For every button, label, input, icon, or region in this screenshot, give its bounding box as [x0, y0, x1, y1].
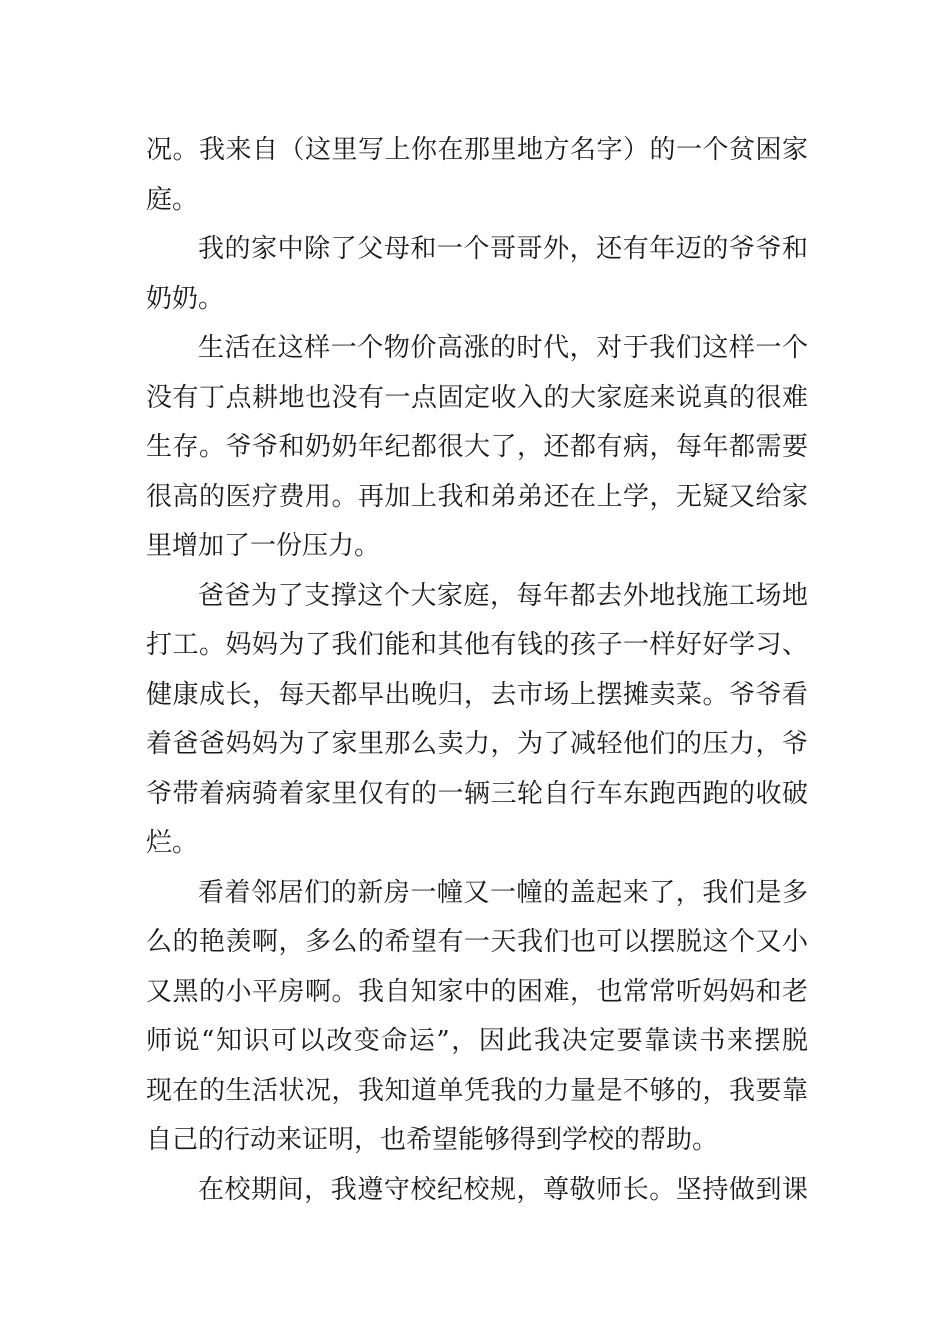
text-line: 着爸爸妈妈为了家里那么卖力，为了减轻他们的压力，爷 [146, 729, 808, 759]
text-line: 没有丁点耕地也没有一点固定收入的大家庭来说真的很难 [146, 382, 808, 413]
text-line: 又黑的小平房啊。我自知家中的困难，也常常听妈妈和老 [146, 976, 808, 1007]
text-line: 爷带着病骑着家里仅有的一辆三轮自行车东跑西跑的收破 [146, 778, 808, 809]
text-line: 况。我来自（这里写上你在那里地方名字）的一个贫困家 [146, 135, 808, 165]
text-line: 现在的生活状况，我知道单凭我的力量是不够的，我要靠 [146, 1075, 808, 1106]
text-line: 在校期间，我遵守校纪校规，尊敬师长。坚持做到课 [198, 1174, 808, 1205]
text-line: 看着邻居们的新房一幢又一幢的盖起来了，我们是多 [198, 877, 808, 908]
text-line: 很高的医疗费用。再加上我和弟弟还在上学，无疑又给家 [146, 481, 808, 512]
text-line: 爸爸为了支撑这个大家庭，每年都去外地找施工场地 [198, 580, 808, 611]
text-line: 自己的行动来证明，也希望能够得到学校的帮助。 [146, 1125, 719, 1155]
text-line: 打工。妈妈为了我们能和其他有钱的孩子一样好好学习、 [146, 630, 808, 660]
text-line: 健康成长，每天都早出晚归，去市场上摆摊卖菜。爷爷看 [146, 679, 808, 710]
text-line: 奶奶。 [146, 283, 225, 314]
text-line: 庭。 [146, 184, 199, 215]
text-line: 里增加了一份压力。 [146, 531, 381, 561]
text-line: 烂。 [146, 828, 199, 858]
document-body [146, 126, 808, 1215]
text-line: 么的艳羡啊，多么的希望有一天我们也可以摆脱这个又小 [146, 927, 808, 957]
text-line: 师说“知识可以改变命运”，因此我决定要靠读书来摆脱 [146, 1026, 808, 1056]
text-line: 生存。爷爷和奶奶年纪都很大了，还都有病，每年都需要 [146, 432, 808, 462]
text-line: 生活在这样一个物价高涨的时代，对于我们这样一个 [198, 333, 808, 363]
text-line: 我的家中除了父母和一个哥哥外，还有年迈的爷爷和 [198, 234, 808, 264]
